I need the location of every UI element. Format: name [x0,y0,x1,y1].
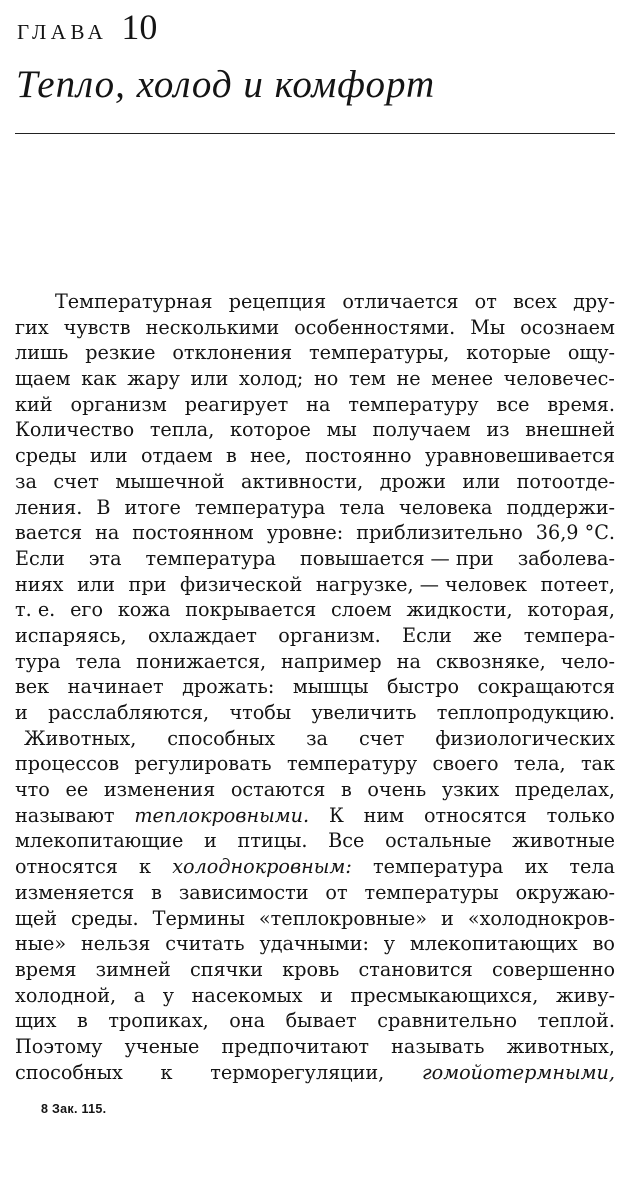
word: за [306,726,328,750]
word: процессов [15,752,120,776]
text-line [15,854,615,880]
word: ученые [124,1034,200,1058]
word: температура [145,546,276,570]
chapter-word: ГЛАВА [17,20,108,44]
word: чтобы [229,701,292,724]
word: изменения [103,778,216,802]
word: только [546,803,615,827]
word: относятся [15,855,118,879]
word: живу- [555,983,615,1007]
text-line [15,1034,615,1060]
word: итоге [124,495,181,519]
word: быстро [386,675,460,699]
word: животные [512,829,615,853]
word: физической [180,572,303,596]
text-line [15,803,615,829]
word: которое [229,418,311,442]
word: не [396,367,421,391]
word: среды [15,444,77,468]
text-line [15,520,615,546]
word: или [89,444,128,468]
word: бывает [285,1009,357,1033]
word: температура [372,855,504,879]
word: чело- [560,649,615,673]
word: и [204,829,217,853]
word: на [396,649,421,673]
word: к [160,1060,173,1084]
word: потоотде- [516,469,615,493]
word: отдаем [140,444,213,468]
text-line [15,777,615,803]
word: и [320,983,333,1007]
word: щей [15,906,57,930]
word: млекопитающие [15,829,184,853]
word: счет [358,726,405,750]
word: время. [547,392,615,416]
word: Температурная [55,290,213,313]
word: она [229,1009,266,1033]
word: окружаю- [515,880,615,904]
word: «холоднокров- [467,906,615,930]
word: их [524,855,549,879]
word: температуры [364,880,499,904]
word: отклонения [172,341,293,365]
word: например [281,649,382,673]
text-line [15,700,615,726]
text-line [15,674,615,700]
word: к [139,855,152,879]
word: охлаждает [147,623,257,647]
text-line [15,1060,615,1086]
text-line [15,726,615,752]
word: а [133,983,146,1007]
word: ления. [15,495,83,519]
word: птицы. [237,829,308,853]
word: в [151,880,162,904]
word: в [340,778,352,802]
word: остаются [230,778,326,802]
word: способных [167,726,276,750]
word: изменяется [15,880,135,904]
word: нагрузке, — человек [315,572,527,596]
word: так [580,752,615,776]
text-line [15,366,615,392]
word: испаряясь, [15,623,127,647]
word: кожа [117,598,171,622]
text-line [15,957,615,983]
word: осознаем [520,315,615,339]
word: нельзя [81,932,151,956]
text-line [15,623,615,649]
word: физиологических [435,726,615,750]
word: В [96,495,111,519]
word: ниях [15,572,64,596]
word: дрожи [379,469,446,493]
word: организм. [278,623,381,647]
text-line [15,443,615,469]
word: что [15,778,50,802]
text-line [15,931,615,957]
word: холодной, [15,983,117,1007]
word: или [190,367,229,391]
word: Мы [470,315,506,339]
text-line [15,751,615,777]
word: но [313,367,339,391]
word: вается [15,521,83,545]
word: температуры, [309,341,450,365]
word: внешней [525,418,615,442]
word: теплой. [537,1009,615,1033]
word: спячки [189,957,264,981]
word: ощу- [567,341,615,365]
body-text [15,289,615,1085]
word: мышцы [292,675,369,699]
word: понижается, [136,649,267,673]
word: кий [15,392,53,416]
word: лишь [15,341,69,365]
word: тела, [513,752,566,776]
word: пределах, [514,778,615,802]
word: у [383,932,396,956]
word: предпочитают [221,1034,369,1058]
word: 36,9 °С. [535,521,615,545]
word: тепла, [149,418,215,442]
word: темпера- [523,623,615,647]
word: же [473,623,503,647]
word: насекомых [191,983,303,1007]
word: постоянном [132,521,254,545]
word: теплокровными. [134,803,310,827]
word: Все [328,829,365,853]
word: зависимости [178,880,309,904]
word: температура [194,495,326,519]
word: сквозняке, [435,649,546,673]
word: получаем [372,418,471,442]
word: ним [363,803,405,827]
word: считать [165,932,245,956]
chapter-label [17,6,157,48]
word: называют [15,803,115,827]
word: Если [402,623,452,647]
word: чувств [63,315,131,339]
word: тем [348,367,386,391]
word: ные» [15,932,67,956]
word: гомойотермными, [421,1060,615,1084]
word: Количество [15,418,135,442]
word: или [77,572,115,596]
text-line [15,289,615,315]
word: остальные [385,829,492,853]
word: Если [15,546,65,570]
text-line [15,469,615,495]
word: у [162,983,175,1007]
word: сравнительно [377,1009,518,1033]
word: температуру [286,752,418,776]
word: ее [65,778,89,802]
word: терморегуляции, [210,1060,385,1084]
word: узких [441,778,500,802]
word: мышечной [115,469,225,493]
word: уровне: [266,521,344,545]
text-line [15,597,615,623]
word: удачными: [259,932,369,956]
word: при [128,572,167,596]
word: расслабляются, [48,701,210,724]
word: как [81,367,117,391]
word: среды. [71,906,139,930]
signature-mark: 8 Зак. 115. [41,1102,107,1116]
word: кровь [282,957,340,981]
text-line [15,392,615,418]
word: из [486,418,510,442]
word: называть [391,1034,485,1058]
word: реагирует [184,392,289,416]
word: холоднокровным: [172,855,352,879]
word: нее, [250,444,292,468]
word: в [77,1009,88,1033]
word: потеет, [540,572,615,596]
word: особенностями. [294,315,456,339]
word: гих [15,315,49,339]
word: тела [569,855,615,879]
word: мы [326,418,357,442]
word: Животных, [24,726,137,750]
text-line [15,649,615,675]
word: повышается — при [299,546,494,570]
word: все [496,392,530,416]
text-line [15,495,615,521]
text-line [15,417,615,443]
text-line [15,906,615,932]
chapter-title: Тепло, холод и комфорт [16,63,436,106]
word: тура [15,649,61,673]
word: на [306,392,331,416]
word: холод; [238,367,304,391]
word: начинает [67,675,164,699]
word: жару [127,367,180,391]
word: всех [513,290,557,313]
word: век [15,675,50,699]
chapter-number: 10 [121,7,158,47]
word: увеличить [311,701,417,724]
word: жидкости, [406,598,513,622]
word: счет [53,469,99,493]
word: совершенно [491,957,615,981]
word: его [70,598,104,622]
word: млекопитающих [409,932,578,956]
word: человечес- [503,367,615,391]
word: уравновешивается [424,444,615,468]
text-line [15,983,615,1009]
word: рецепция [228,290,327,313]
word: регулировать [134,752,272,776]
word: поддержи- [506,495,615,519]
word: становится [358,957,473,981]
word: своего [432,752,499,776]
word: эта [88,546,122,570]
word: К [328,803,344,827]
title-divider [15,133,615,134]
word: человека [399,495,493,519]
word: относятся [423,803,527,827]
word: и [15,701,28,724]
word: Поэтому [15,1034,103,1058]
word: в [226,444,237,468]
word: от [325,880,348,904]
word: дрожать: [182,675,275,699]
word: или [462,469,501,493]
word: Термины [152,906,245,930]
word: за [15,469,37,493]
word: щаем [15,367,71,391]
word: тропиках, [108,1009,209,1033]
word: резкие [85,341,156,365]
word: во [592,932,615,956]
word: теплопродукцию. [436,701,615,724]
word: несколькими [145,315,280,339]
word: на [95,521,120,545]
word: животных, [506,1034,615,1058]
word: дру- [573,290,615,313]
word: отличается [342,290,459,313]
text-line [15,880,615,906]
word: и [441,906,454,930]
word: тела [339,495,385,519]
word: зимней [95,957,171,981]
word: заболева- [517,546,615,570]
word: очень [367,778,427,802]
word: щих [15,1009,57,1033]
word: слоем [330,598,392,622]
word: которая, [527,598,615,622]
text-line [15,572,615,598]
text-line [15,828,615,854]
word: менее [431,367,494,391]
word: пресмыкающихся, [350,983,539,1007]
text-line [15,315,615,341]
word: способных [15,1060,123,1084]
word: сокращаются [477,675,615,699]
word: от [474,290,497,313]
word: которые [466,341,551,365]
text-line [15,1008,615,1034]
word: тела [75,649,122,673]
word: покрывается [185,598,317,622]
text-line [15,340,615,366]
word: время [15,957,77,981]
word: «теплокровные» [258,906,427,930]
word: постоянно [305,444,412,468]
word: активности, [241,469,364,493]
word: температуру [348,392,479,416]
word: т. е. [15,598,56,622]
word: организм [70,392,167,416]
text-line [15,546,615,572]
word: приблизительно [356,521,523,545]
